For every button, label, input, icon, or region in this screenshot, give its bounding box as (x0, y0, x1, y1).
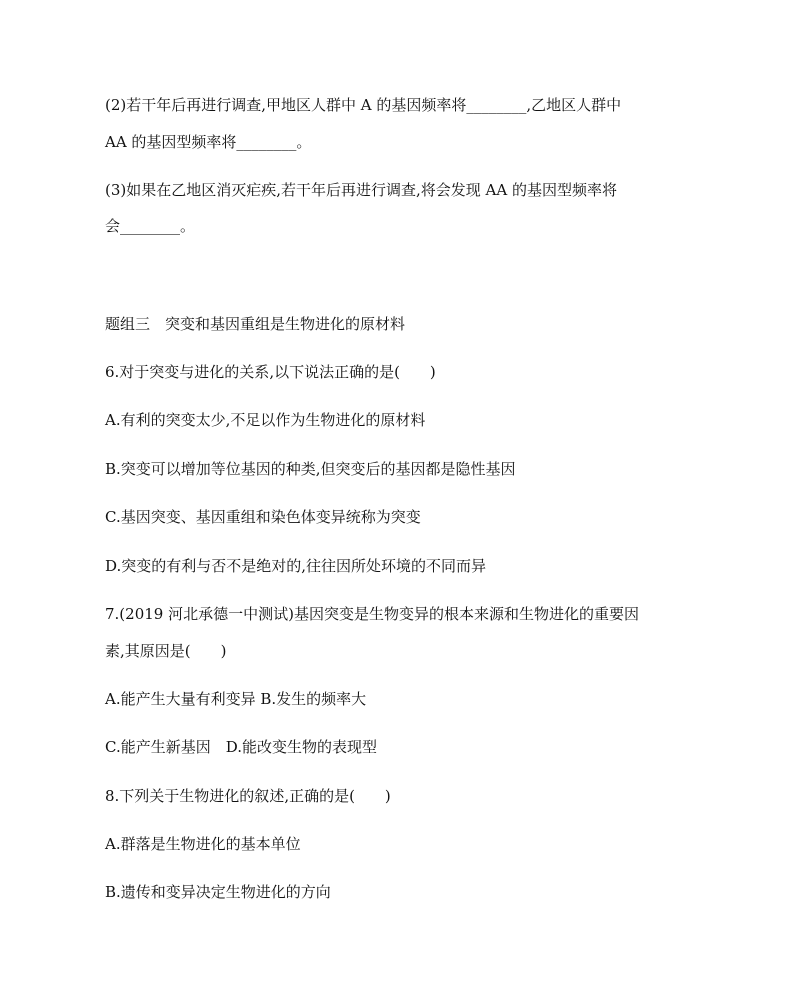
question-6-option-c: C.基因突变、基因重组和染色体变异统称为突变 (105, 508, 421, 526)
question-6-option-b: B.突变可以增加等位基因的种类,但突变后的基因都是隐性基因 (105, 460, 516, 478)
question-8-option-a: A.群落是生物进化的基本单位 (105, 835, 301, 853)
question-2-line-2: AA 的基因型频率将________。 (105, 133, 312, 151)
question-6-option-a: A.有利的突变太少,不足以作为生物进化的原材料 (105, 411, 426, 429)
question-3-line-1: (3)如果在乙地区消灭疟疾,若干年后再进行调查,将会发现 AA 的基因型频率将 (105, 181, 617, 199)
question-7-options-ab: A.能产生大量有利变异 B.发生的频率大 (105, 690, 367, 708)
question-8-stem: 8.下列关于生物进化的叙述,正确的是( ) (105, 787, 391, 805)
question-6-stem: 6.对于突变与进化的关系,以下说法正确的是( ) (105, 363, 436, 381)
question-3-line-2: 会________。 (105, 217, 196, 235)
question-6-option-d: D.突变的有利与否不是绝对的,往往因所处环境的不同而异 (105, 557, 487, 575)
group-3-title: 题组三 突变和基因重组是生物进化的原材料 (105, 315, 406, 333)
question-2-line-1: (2)若干年后再进行调查,甲地区人群中 A 的基因频率将________,乙地区人群中 (105, 96, 622, 114)
question-7-stem-line-2: 素,其原因是( ) (105, 642, 227, 660)
question-7-options-cd: C.能产生新基因 D.能改变生物的表现型 (105, 738, 377, 756)
question-8-option-b: B.遗传和变异决定生物进化的方向 (105, 883, 331, 901)
question-7-stem-line-1: 7.(2019 河北承德一中测试)基因突变是生物变异的根本来源和生物进化的重要因 (105, 605, 639, 623)
